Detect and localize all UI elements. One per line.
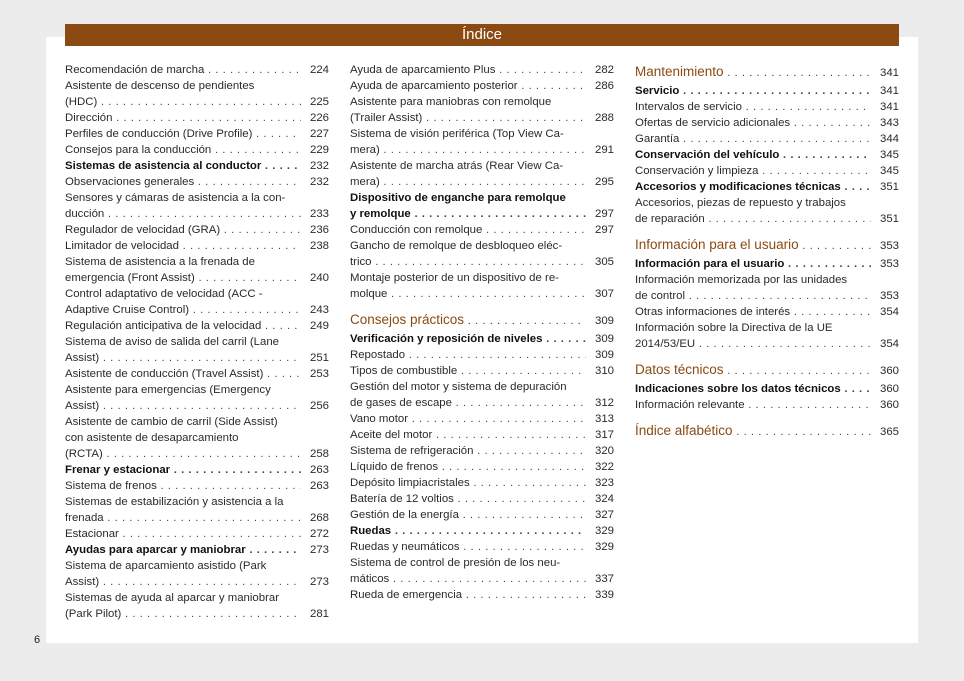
entry-title: Ayuda de aparcamiento Plus . . . <box>350 62 586 78</box>
entry-page: 288 <box>594 112 614 124</box>
entry-title: Limitador de velocidad . . . <box>65 238 301 254</box>
entry-page: 305 <box>594 256 614 268</box>
entry-title: Información para el usuario . . . <box>635 256 871 272</box>
entry-page: 225 <box>309 96 329 108</box>
entry-text-line: Sensores y cámaras de asistencia a la con- <box>65 192 286 204</box>
entry-page: 229 <box>309 144 329 156</box>
entry-text-line: Asistente de cambio de carril (Side Assist) <box>65 416 278 428</box>
section-title: Consejos prácticos . . . <box>350 310 586 331</box>
entry-page: 268 <box>309 512 329 524</box>
entry-title: Líquido de frenos . . . <box>350 459 586 475</box>
index-entry[interactable] <box>635 163 899 179</box>
entry-title: Indicaciones sobre los datos técnicos . . . <box>635 381 871 397</box>
entry-page: 251 <box>309 352 329 364</box>
entry-page: 351 <box>879 213 899 225</box>
entry-page: 232 <box>309 176 329 188</box>
index-entry[interactable] <box>350 459 614 475</box>
entry-title: Tipos de combustible . . . <box>350 363 586 379</box>
entry-title: máticos . . . <box>350 571 586 587</box>
entry-title: emergencia (Front Assist) . . . <box>65 270 301 286</box>
index-entry[interactable] <box>65 590 329 622</box>
entry-page: 273 <box>309 544 329 556</box>
entry-page: 258 <box>309 448 329 460</box>
index-entry[interactable] <box>350 238 614 270</box>
entry-page: 309 <box>594 349 614 361</box>
entry-page: 282 <box>594 64 614 76</box>
entry-title: trico . . . <box>350 254 586 270</box>
section-page: 309 <box>594 315 614 327</box>
entry-text-line: Gestión del motor y sistema de depuración <box>350 381 567 393</box>
entry-title: Sistema de frenos . . . <box>65 478 301 494</box>
entry-page: 339 <box>594 589 614 601</box>
index-entry[interactable] <box>350 126 614 158</box>
entry-title: Rueda de emergencia . . . <box>350 587 586 603</box>
entry-text-line: Asistente de descenso de pendientes <box>65 80 255 92</box>
entry-text-line: Información sobre la Directiva de la UE <box>635 322 833 334</box>
index-entry[interactable] <box>65 254 329 286</box>
index-entry[interactable] <box>350 539 614 555</box>
index-entry[interactable] <box>65 558 329 590</box>
index-entry[interactable] <box>65 334 329 366</box>
entry-title: Frenar y estacionar . . . <box>65 462 301 478</box>
entry-page: 322 <box>594 461 614 473</box>
index-entry[interactable] <box>65 126 329 142</box>
entry-page: 353 <box>879 258 899 270</box>
index-entry[interactable] <box>350 427 614 443</box>
index-entry[interactable] <box>635 147 899 163</box>
entry-page: 344 <box>879 133 899 145</box>
entry-title: Ofertas de servicio adicionales . . . <box>635 115 871 131</box>
index-entry[interactable] <box>65 478 329 494</box>
entry-text-line: Gancho de remolque de desbloqueo eléc- <box>350 240 563 252</box>
entry-page: 227 <box>309 128 329 140</box>
entry-page: 345 <box>879 149 899 161</box>
entry-page: 273 <box>309 576 329 588</box>
index-entry[interactable] <box>635 179 899 195</box>
entry-page: 320 <box>594 445 614 457</box>
entry-title: (HDC) . . . <box>65 94 301 110</box>
entry-title: Assist) . . . <box>65 398 301 414</box>
entry-title: (Trailer Assist) . . . <box>350 110 586 126</box>
entry-title: Estacionar . . . <box>65 526 301 542</box>
index-entry[interactable] <box>350 94 614 126</box>
entry-page: 226 <box>309 112 329 124</box>
entry-page: 238 <box>309 240 329 252</box>
index-entry[interactable] <box>635 272 899 304</box>
entry-title: Perfiles de conducción (Drive Profile) . . . <box>65 126 301 142</box>
index-section-heading[interactable] <box>635 360 899 381</box>
entry-page: 360 <box>879 383 899 395</box>
entry-title: (Park Pilot) . . . <box>65 606 301 622</box>
entry-page: 249 <box>309 320 329 332</box>
entry-page: 232 <box>309 160 329 172</box>
entry-page: 323 <box>594 477 614 489</box>
entry-text-line: Sistemas de ayuda al aparcar y maniobrar <box>65 592 279 604</box>
entry-title: Ayuda de aparcamiento posterior . . . <box>350 78 586 94</box>
entry-title: Depósito limpiacristales . . . <box>350 475 586 491</box>
entry-page: 307 <box>594 288 614 300</box>
entry-page: 343 <box>879 117 899 129</box>
entry-text-line: Accesorios, piezas de repuesto y trabajos <box>635 197 846 209</box>
entry-page: 286 <box>594 80 614 92</box>
entry-text-line: Control adaptativo de velocidad (ACC - <box>65 288 263 300</box>
entry-page: 345 <box>879 165 899 177</box>
entry-text-line: Sistema de visión periférica (Top View Ca- <box>350 128 564 140</box>
entry-title: Sistema de refrigeración . . . <box>350 443 586 459</box>
index-entry[interactable] <box>635 256 899 272</box>
index-entry[interactable] <box>350 507 614 523</box>
index-entry[interactable] <box>65 110 329 126</box>
entry-text-line: Asistente de marcha atrás (Rear View Ca- <box>350 160 564 172</box>
section-title: Índice alfabético . . . <box>635 421 871 442</box>
entry-title: Aceite del motor . . . <box>350 427 586 443</box>
index-entry[interactable] <box>350 222 614 238</box>
index-entry[interactable] <box>635 195 899 227</box>
entry-page: 233 <box>309 208 329 220</box>
entry-page: 310 <box>594 365 614 377</box>
entry-text-line: Sistema de aparcamiento asistido (Park <box>65 560 267 572</box>
entry-page: 291 <box>594 144 614 156</box>
entry-page: 312 <box>594 397 614 409</box>
entry-title: Regulación anticipativa de la velocidad . . . <box>65 318 301 334</box>
index-entry[interactable] <box>350 62 614 78</box>
entry-title: Otras informaciones de interés . . . <box>635 304 871 320</box>
entry-page: 297 <box>594 208 614 220</box>
entry-page: 341 <box>879 85 899 97</box>
index-entry[interactable] <box>65 318 329 334</box>
entry-title: Garantía . . . <box>635 131 871 147</box>
entry-title: de control . . . <box>635 288 871 304</box>
index-entry[interactable] <box>635 115 899 131</box>
index-entry[interactable] <box>65 158 329 174</box>
index-entry[interactable] <box>65 142 329 158</box>
index-header: Índice <box>65 24 899 46</box>
entry-title: Observaciones generales . . . <box>65 174 301 190</box>
entry-text-line: Dispositivo de enganche para remolque <box>350 192 566 204</box>
entry-title: (RCTA) . . . <box>65 446 301 462</box>
entry-page: 263 <box>309 464 329 476</box>
entry-text-line: Sistema de asistencia a la frenada de <box>65 256 255 268</box>
entry-page: 309 <box>594 333 614 345</box>
entry-title: de reparación . . . <box>635 211 871 227</box>
entry-page: 297 <box>594 224 614 236</box>
section-title: Información para el usuario . . . <box>635 235 871 256</box>
entry-page: 272 <box>309 528 329 540</box>
index-entry[interactable] <box>350 347 614 363</box>
entry-title: Ruedas . . . <box>350 523 586 539</box>
entry-page: 256 <box>309 400 329 412</box>
entry-page: 263 <box>309 480 329 492</box>
index-entry[interactable] <box>350 523 614 539</box>
entry-title: molque . . . <box>350 286 586 302</box>
index-entry[interactable] <box>635 381 899 397</box>
index-entry[interactable] <box>350 443 614 459</box>
entry-text-line: Asistente para emergencias (Emergency <box>65 384 271 396</box>
entry-page: 353 <box>879 290 899 302</box>
index-entry[interactable] <box>65 190 329 222</box>
entry-title: Accesorios y modificaciones técnicas . . . <box>635 179 871 195</box>
section-page: 360 <box>879 365 899 377</box>
entry-page: 324 <box>594 493 614 505</box>
entry-page: 281 <box>309 608 329 620</box>
index-entry[interactable] <box>350 331 614 347</box>
entry-text-line: Sistemas de estabilización y asistencia a la <box>65 496 284 508</box>
entry-page: 240 <box>309 272 329 284</box>
entry-title: Assist) . . . <box>65 350 301 366</box>
index-column-3 <box>635 62 899 442</box>
index-entry[interactable] <box>65 62 329 78</box>
entry-text-line: Sistema de aviso de salida del carril (Lane <box>65 336 280 348</box>
entry-title: Regulador de velocidad (GRA) . . . <box>65 222 301 238</box>
index-entry[interactable] <box>65 542 329 558</box>
entry-title: Batería de 12 voltios . . . <box>350 491 586 507</box>
index-entry[interactable] <box>635 131 899 147</box>
index-entry[interactable] <box>65 238 329 254</box>
entry-title: Conservación del vehículo . . . <box>635 147 871 163</box>
index-section-heading[interactable] <box>350 310 614 331</box>
index-section-heading[interactable] <box>635 235 899 256</box>
entry-title: Conservación y limpieza . . . <box>635 163 871 179</box>
entry-page: 313 <box>594 413 614 425</box>
index-entry[interactable] <box>65 382 329 414</box>
entry-title: Adaptive Cruise Control) . . . <box>65 302 301 318</box>
entry-title: Verificación y reposición de niveles . . . <box>350 331 586 347</box>
entry-text-line: Sistema de control de presión de los neu- <box>350 557 561 569</box>
entry-page: 295 <box>594 176 614 188</box>
entry-title: ducción . . . <box>65 206 301 222</box>
entry-title: Repostado . . . <box>350 347 586 363</box>
section-page: 353 <box>879 240 899 252</box>
index-entry[interactable] <box>350 270 614 302</box>
entry-title: Asistente de conducción (Travel Assist) . . . <box>65 366 301 382</box>
index-entry[interactable] <box>65 286 329 318</box>
entry-title: Sistemas de asistencia al conductor . . . <box>65 158 301 174</box>
entry-title: mera) . . . <box>350 174 586 190</box>
index-entry[interactable] <box>635 320 899 352</box>
entry-page: 224 <box>309 64 329 76</box>
section-page: 341 <box>879 67 899 79</box>
entry-page: 329 <box>594 541 614 553</box>
entry-page: 341 <box>879 101 899 113</box>
index-entry[interactable] <box>350 379 614 411</box>
section-title: Mantenimiento . . . <box>635 62 871 83</box>
entry-title: y remolque . . . <box>350 206 586 222</box>
entry-title: Recomendación de marcha . . . <box>65 62 301 78</box>
entry-page: 360 <box>879 399 899 411</box>
entry-title: Información relevante . . . <box>635 397 871 413</box>
entry-text-line: Montaje posterior de un dispositivo de re- <box>350 272 559 284</box>
entry-page: 329 <box>594 525 614 537</box>
entry-page: 354 <box>879 306 899 318</box>
entry-page: 317 <box>594 429 614 441</box>
index-entry[interactable] <box>350 491 614 507</box>
index-entry[interactable] <box>65 414 329 462</box>
index-entry[interactable] <box>350 158 614 190</box>
entry-title: 2014/53/EU . . . <box>635 336 871 352</box>
index-entry[interactable] <box>350 363 614 379</box>
index-column-1 <box>65 62 329 622</box>
index-entry[interactable] <box>65 174 329 190</box>
index-entry[interactable] <box>635 83 899 99</box>
section-title: Datos técnicos . . . <box>635 360 871 381</box>
entry-title: Consejos para la conducción . . . <box>65 142 301 158</box>
entry-title: mera) . . . <box>350 142 586 158</box>
entry-title: Conducción con remolque . . . <box>350 222 586 238</box>
index-entry[interactable] <box>635 99 899 115</box>
entry-page: 354 <box>879 338 899 350</box>
index-column-2 <box>350 62 614 603</box>
index-entry[interactable] <box>350 475 614 491</box>
entry-title: Intervalos de servicio . . . <box>635 99 871 115</box>
entry-text-line: Asistente para maniobras con remolque <box>350 96 552 108</box>
section-page: 365 <box>879 426 899 438</box>
index-entry[interactable] <box>350 78 614 94</box>
entry-title: Vano motor . . . <box>350 411 586 427</box>
index-entry[interactable] <box>65 78 329 110</box>
entry-page: 337 <box>594 573 614 585</box>
index-entry[interactable] <box>350 555 614 587</box>
entry-page: 327 <box>594 509 614 521</box>
entry-text-line: con asistente de desaparcamiento <box>65 432 239 444</box>
entry-title: Dirección . . . <box>65 110 301 126</box>
index-entry[interactable] <box>350 587 614 603</box>
index-entry[interactable] <box>350 190 614 222</box>
index-entry[interactable] <box>350 411 614 427</box>
entry-title: Ruedas y neumáticos . . . <box>350 539 586 555</box>
entry-text-line: Información memorizada por las unidades <box>635 274 848 286</box>
index-entry[interactable] <box>65 526 329 542</box>
index-section-heading[interactable] <box>635 62 899 83</box>
entry-page: 236 <box>309 224 329 236</box>
entry-title: Ayudas para aparcar y maniobrar . . . <box>65 542 301 558</box>
page-number: 6 <box>34 634 41 646</box>
index-entry[interactable] <box>65 494 329 526</box>
entry-page: 253 <box>309 368 329 380</box>
index-entry[interactable] <box>635 397 899 413</box>
entry-title: Gestión de la energía . . . <box>350 507 586 523</box>
entry-title: Servicio . . . <box>635 83 871 99</box>
entry-title: frenada . . . <box>65 510 301 526</box>
index-entry[interactable] <box>65 222 329 238</box>
entry-page: 243 <box>309 304 329 316</box>
entry-page: 351 <box>879 181 899 193</box>
index-entry[interactable] <box>65 462 329 478</box>
index-entry[interactable] <box>65 366 329 382</box>
entry-title: Assist) . . . <box>65 574 301 590</box>
index-entry[interactable] <box>635 304 899 320</box>
index-section-heading[interactable] <box>635 421 899 442</box>
entry-title: de gases de escape . . . <box>350 395 586 411</box>
